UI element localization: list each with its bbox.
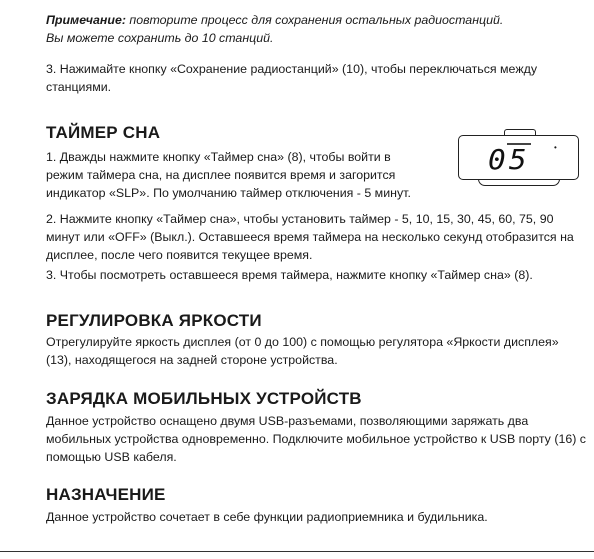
sleep-timer-step-1: 1. Дважды нажмите кнопку «Таймер сна» (8), чтобы войти в режим таймера сна, на дисплее появится время и загорится индикатор «SLP». По умолчанию таймер отключения - 5 минут.: [46, 150, 411, 200]
charging-paragraph: Данное устройство оснащено двумя USB-разъемами, позволяющими заряжать два мобильных устройства одновременно. Подключите мобильное устройство к USB порту (16) с помощью USB кабеля.: [46, 414, 586, 464]
device-stand: [478, 179, 560, 186]
brightness-paragraph: Отрегулируйте яркость дисплея (от 0 до 100) с помощью регулятора «Яркости дисплея» (13), находящегося на задней стороне устройства.: [46, 335, 559, 367]
sleep-timer-heading: ТАЙМЕР СНА: [46, 123, 161, 142]
note-label: Примечание:: [46, 13, 126, 27]
clock-display-illustration: [458, 129, 580, 189]
purpose-paragraph: Данное устройство сочетает в себе функции радиоприемника и будильника.: [46, 510, 488, 524]
device-body: [458, 135, 579, 180]
display-indicator-dot: •: [554, 143, 557, 152]
note-text-1: повторите процесс для сохранения остальных радиостанций.: [125, 13, 504, 27]
footer-divider: [0, 551, 594, 552]
charging-heading: ЗАРЯДКА МОБИЛЬНЫХ УСТРОЙСТВ: [46, 389, 362, 408]
sleep-timer-step-2: 2. Нажмите кнопку «Таймер сна», чтобы установить таймер - 5, 10, 15, 30, 45, 60, 75, 90 минут или «OFF» (Выкл.). Оставшееся время таймера на несколько секунд отобразится на дисплее, после чего появится текущее время.: [46, 212, 574, 262]
brightness-heading: РЕГУЛИРОВКА ЯРКОСТИ: [46, 311, 262, 330]
station-switch-paragraph: 3. Нажимайте кнопку «Сохранение радиостанций» (10), чтобы переключаться между станциями.: [46, 62, 538, 94]
display-digits: 05: [488, 143, 530, 176]
note-text-2: Вы можете сохранить до 10 станций.: [46, 31, 274, 45]
note-block: [46, 11, 586, 47]
note-line-1: [46, 11, 586, 29]
purpose-heading: НАЗНАЧЕНИЕ: [46, 485, 166, 504]
sleep-timer-step-3: 3. Чтобы посмотреть оставшееся время таймера, нажмите кнопку «Таймер сна» (8).: [46, 268, 533, 282]
